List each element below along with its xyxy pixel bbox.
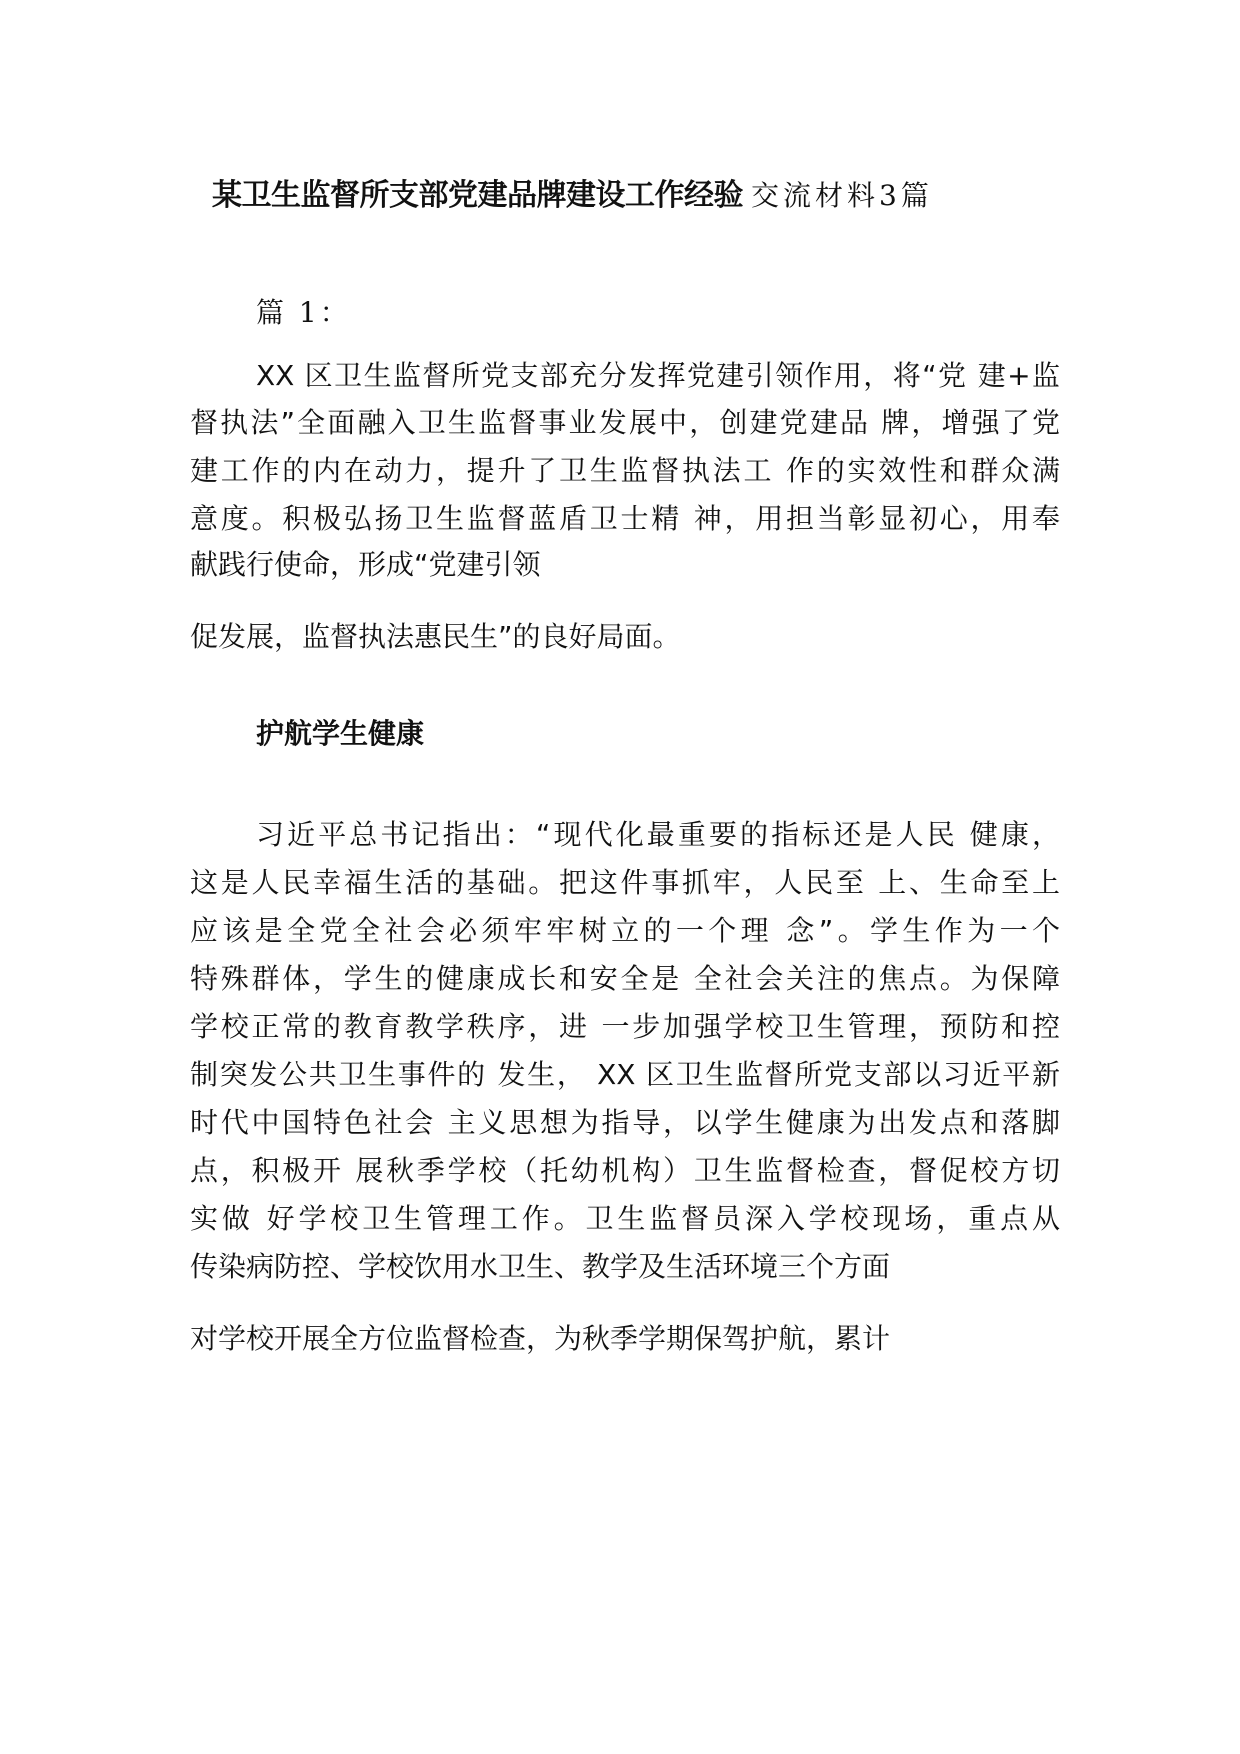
paragraph-line: 这是人民幸福生活的基础。把这件事抓牢，人民至 上、生命至上 — [190, 866, 1060, 899]
paragraph-line: 献践行使命，形成“党建引领 — [190, 548, 541, 581]
paragraph-line: 督执法”全面融入卫生监督事业发展中，创建党建品 牌，增强了党 — [190, 406, 1060, 439]
paragraph-line: 制突发公共卫生事件的 发生， XX 区卫生监督所党支部以习近平新 — [190, 1058, 1060, 1091]
paragraph-line: 建工作的内在动力，提升了卫生监督执法工 作的实效性和群众满 — [190, 454, 1060, 487]
paragraph-line: 点，积极开 展秋季学校（托幼机构）卫生监督检查，督促校方切 — [190, 1154, 1060, 1187]
paragraph-line: 时代中国特色社会 主义思想为指导，以学生健康为出发点和落脚 — [190, 1106, 1060, 1139]
paragraph-line: 对学校开展全方位监督检查，为秋季学期保驾护航，累计 — [190, 1322, 891, 1355]
paragraph-line: 特殊群体，学生的健康成长和安全是 全社会关注的焦点。为保障 — [190, 962, 1060, 995]
paragraph-line: 促发展，监督执法惠民生”的良好局面。 — [190, 620, 681, 653]
paragraph-line: 意度。积极弘扬卫生监督蓝盾卫士精 神，用担当彰显初心，用奉 — [190, 502, 1060, 535]
paragraph-line: 实做 好学校卫生管理工作。卫生监督员深入学校现场，重点从 — [190, 1202, 1060, 1235]
paragraph-line: 学校正常的教育教学秩序，进 一步加强学校卫生管理，预防和控 — [190, 1010, 1060, 1043]
document-title — [212, 176, 972, 216]
title-main: 某卫生监督所支部党建品牌建设工作经验 — [212, 178, 743, 213]
paragraph-line: 习近平总书记指出：“现代化最重要的指标还是人民 健康， — [256, 818, 1060, 851]
paragraph-line: 应该是全党全社会必须牢牢树立的一个理 念”。学生作为一个 — [190, 914, 1060, 947]
paragraph-line: 传染病防控、学校饮用水卫生、教学及生活环境三个方面 — [190, 1250, 891, 1283]
section-heading: 护航学生健康 — [256, 717, 425, 750]
paragraph-line: XX 区卫生监督所党支部充分发挥党建引领作用，将“党 建+监 — [256, 359, 1060, 392]
title-sub: 交流材料3篇 — [751, 179, 933, 212]
section-label: 篇 1： — [256, 296, 351, 329]
